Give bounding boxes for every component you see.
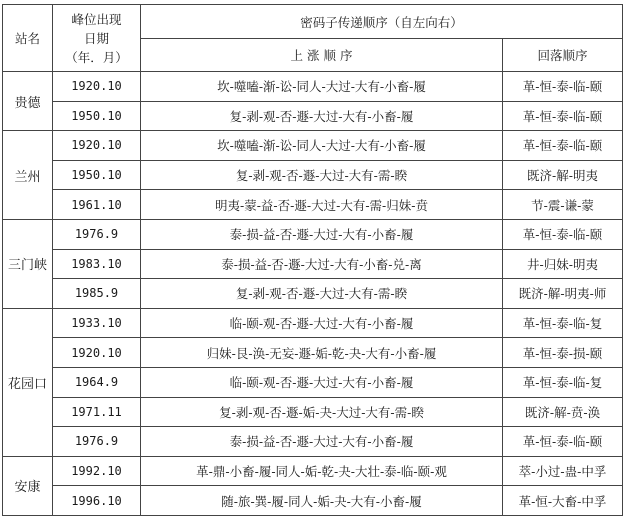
rise-cell: 明夷-蒙-益-否-遯-大过-大有-需-归妹-贲 [141, 190, 503, 220]
table-row [3, 486, 623, 516]
date-cell: 1950.10 [53, 160, 141, 190]
date-cell: 1985.9 [53, 279, 141, 309]
date-cell: 1964.9 [53, 367, 141, 397]
fall-cell: 革-恒-泰-临-颐 [503, 219, 623, 249]
date-cell: 1971.11 [53, 397, 141, 427]
fall-cell: 节-震-谦-蒙 [503, 190, 623, 220]
table-row [3, 190, 623, 220]
date-cell: 1992.10 [53, 456, 141, 486]
date-header-line1: 峰位出现 [71, 11, 122, 27]
fall-cell: 革-恒-大畜-中孚 [503, 486, 623, 516]
rise-cell: 复-剥-观-否-遯-大过-大有-需-睽 [141, 160, 503, 190]
station-cell: 花园口 [3, 308, 53, 456]
date-header-line3: （年．月） [65, 49, 128, 65]
date-cell: 1920.10 [53, 131, 141, 161]
rise-cell: 革-鼎-小畜-履-同人-姤-乾-夬-大壮-泰-临-颐-观 [141, 456, 503, 486]
station-cell: 安康 [3, 456, 53, 515]
fall-cell: 既济-解-贲-涣 [503, 397, 623, 427]
date-cell: 1976.9 [53, 219, 141, 249]
table-container [2, 4, 623, 516]
fall-cell: 革-恒-泰-临-复 [503, 367, 623, 397]
rising-header: 上 涨 顺 序 [141, 39, 503, 72]
rise-cell: 泰-损-益-否-遯-大过-大有-小畜-履 [141, 219, 503, 249]
date-cell: 1920.10 [53, 338, 141, 368]
table-row [3, 131, 623, 161]
rise-cell: 坎-噬嗑-渐-讼-同人-大过-大有-小畜-履 [141, 72, 503, 102]
fall-cell: 革-恒-泰-临-颐 [503, 427, 623, 457]
table-row [3, 160, 623, 190]
fall-cell: 革-恒-泰-临-颐 [503, 101, 623, 131]
falling-header: 回落顺序 [503, 39, 623, 72]
table-row [3, 249, 623, 279]
table-row [3, 72, 623, 102]
date-header-line2: 日期 [83, 30, 109, 46]
rise-cell: 临-颐-观-否-遯-大过-大有-小畜-履 [141, 308, 503, 338]
table-row [3, 456, 623, 486]
rise-cell: 复-剥-观-否-遯-姤-夬-大过-大有-需-睽 [141, 397, 503, 427]
table-row [3, 279, 623, 309]
table-row [3, 308, 623, 338]
codon-sequence-table [2, 4, 623, 516]
station-cell: 三门峡 [3, 219, 53, 308]
fall-cell: 既济-解-明夷-师 [503, 279, 623, 309]
table-row [3, 427, 623, 457]
fall-cell: 革-恒-泰-临-颐 [503, 131, 623, 161]
fall-cell: 萃-小过-蛊-中孚 [503, 456, 623, 486]
fall-cell: 革-恒-泰-临-复 [503, 308, 623, 338]
rise-cell: 泰-损-益-否-遯-大过-大有-小畜-履 [141, 427, 503, 457]
date-cell: 1920.10 [53, 72, 141, 102]
date-cell: 1976.9 [53, 427, 141, 457]
station-header: 站名 [3, 5, 53, 72]
table-row [3, 338, 623, 368]
station-cell: 贵德 [3, 72, 53, 131]
fall-cell: 既济-解-明夷 [503, 160, 623, 190]
table-row [3, 219, 623, 249]
table-row [3, 397, 623, 427]
date-cell: 1933.10 [53, 308, 141, 338]
rise-cell: 复-剥-观-否-遯-大过-大有-需-睽 [141, 279, 503, 309]
date-header [53, 5, 141, 72]
table-row [3, 101, 623, 131]
date-cell: 1950.10 [53, 101, 141, 131]
station-cell: 兰州 [3, 131, 53, 220]
table-row [3, 367, 623, 397]
fall-cell: 井-归妹-明夷 [503, 249, 623, 279]
date-cell: 1961.10 [53, 190, 141, 220]
rise-cell: 归妹-艮-涣-无妄-遯-姤-乾-夬-大有-小畜-履 [141, 338, 503, 368]
fall-cell: 革-恒-泰-临-颐 [503, 72, 623, 102]
rise-cell: 临-颐-观-否-遯-大过-大有-小畜-履 [141, 367, 503, 397]
rise-cell: 复-剥-观-否-遯-大过-大有-小畜-履 [141, 101, 503, 131]
sequence-header: 密码子传递顺序（自左向右） [141, 5, 623, 39]
rise-cell: 泰-损-益-否-遯-大过-大有-小畜-兑-离 [141, 249, 503, 279]
rise-cell: 坎-噬嗑-渐-讼-同人-大过-大有-小畜-履 [141, 131, 503, 161]
date-cell: 1983.10 [53, 249, 141, 279]
date-cell: 1996.10 [53, 486, 141, 516]
rise-cell: 随-旅-巽-履-同人-姤-夬-大有-小畜-履 [141, 486, 503, 516]
fall-cell: 革-恒-泰-损-颐 [503, 338, 623, 368]
